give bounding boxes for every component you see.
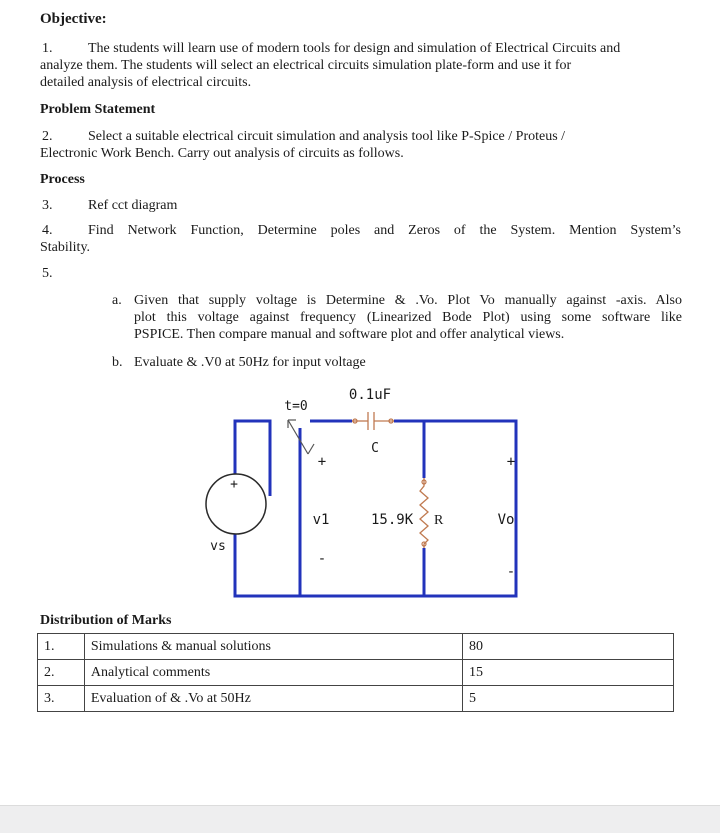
marks-heading: Distribution of Marks: [40, 613, 172, 628]
row-description: Evaluation of & .Vo at 50Hz: [84, 686, 462, 712]
row-marks: 80: [463, 634, 674, 660]
process-item-number: 3.: [42, 198, 53, 213]
capacitor-name: C: [371, 441, 379, 456]
switch-contact: [308, 444, 314, 454]
problem-paragraph: [40, 128, 681, 162]
subitem-line: Given that supply voltage is Determine & .Vo. Plot Vo manually against -axis. Also: [134, 293, 682, 308]
process-item-line: Find Network Function, Determine poles and Zeros of the System. Mention System’s: [88, 223, 681, 238]
subitem-line: plot this voltage against frequency (Linearized Bode Plot) using some software like: [134, 310, 682, 325]
vo-plus-label: +: [506, 454, 516, 470]
objective-paragraph: [40, 40, 681, 91]
objective-number: 1.: [42, 41, 53, 56]
source-label: vs: [210, 539, 226, 554]
process-heading: Process: [40, 172, 85, 187]
process-item-line: Stability.: [40, 240, 91, 255]
resistor-name: R: [434, 513, 444, 528]
objective-line: analyze them. The students will select an electrical circuits simulation plate-form and use it for: [40, 58, 572, 73]
objective-line: The students will learn use of modern tools for design and simulation of Electrical Circuits and: [88, 41, 621, 56]
process-item-text: Ref cct diagram: [88, 198, 178, 213]
v1-label: v1: [312, 512, 330, 528]
table-row: [38, 660, 674, 686]
circuit-diagram: [190, 378, 530, 604]
v1-minus-label: -: [317, 551, 327, 567]
table-row: [38, 634, 674, 660]
table-row: [38, 686, 674, 712]
row-marks: 15: [463, 660, 674, 686]
vo-label: Vo: [497, 512, 515, 528]
process-item-number: 4.: [42, 223, 53, 238]
row-number: 2.: [38, 660, 85, 686]
problem-line: Electronic Work Bench. Carry out analysis of circuits as follows.: [40, 146, 404, 161]
subitem-paragraph: [134, 292, 682, 343]
resistor-value: 15.9K: [371, 512, 414, 528]
resistor-symbol: [420, 478, 428, 548]
objective-heading: Objective:: [40, 11, 107, 27]
row-number: 1.: [38, 634, 85, 660]
subitem-text: Evaluate & .V0 at 50Hz for input voltage: [134, 355, 366, 370]
row-description: Simulations & manual solutions: [84, 634, 462, 660]
capacitor-symbol: [352, 412, 394, 430]
subitem-line: PSPICE. Then compare manual and software plot and offer analytical views.: [134, 327, 565, 342]
process-item-paragraph: [40, 222, 681, 256]
problem-statement-heading: Problem Statement: [40, 102, 156, 117]
marks-table: [37, 633, 674, 712]
switch-label: t=0: [284, 399, 308, 414]
objective-line: detailed analysis of electrical circuits.: [40, 75, 252, 90]
v1-plus-label: +: [317, 454, 327, 470]
source-plus-label: +: [230, 477, 238, 492]
switch-blade: [288, 420, 308, 454]
problem-number: 2.: [42, 129, 53, 144]
subitem-letter: a.: [112, 293, 122, 308]
subitem-letter: b.: [112, 355, 123, 370]
viewer-bottom-bar: [0, 805, 720, 833]
row-number: 3.: [38, 686, 85, 712]
vo-minus-label: -: [506, 564, 516, 580]
row-description: Analytical comments: [84, 660, 462, 686]
row-marks: 5: [463, 686, 674, 712]
process-item-number: 5.: [42, 266, 53, 281]
problem-line: Select a suitable electrical circuit simulation and analysis tool like P-Spice / Proteus /: [88, 129, 566, 144]
capacitor-value: 0.1uF: [348, 387, 392, 403]
